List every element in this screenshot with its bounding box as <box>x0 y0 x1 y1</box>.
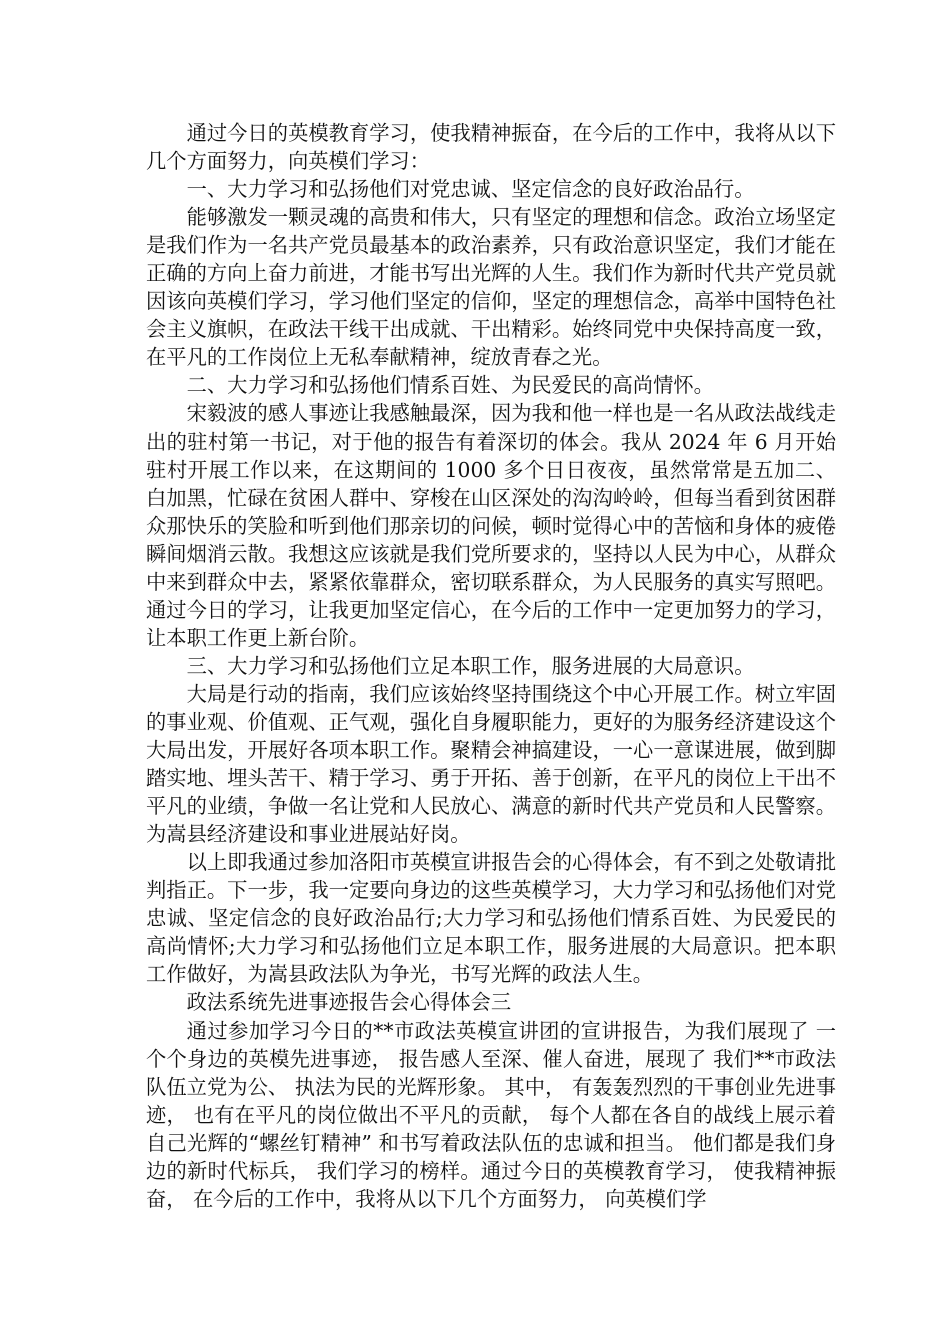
paragraph-article-3-intro: 通过参加学习今日的**市政法英模宣讲团的宣讲报告，为我们展现了 一个个身边的英模先进事迹， 报告感人至深、催人奋进，展现了 我们**市政法队伍立党为公、 执法为民的光辉形象。 其中， 有轰轰烈烈的干事创业先进事迹， 也有在平凡的岗位做出不平凡的贡献， 每个人都在各自的战线上展示着自己光辉的“螺丝钉精神” 和书写着政法队伍的忠诚和担当。 他们都是我们身边的新时代标兵， 我们学习的榜样。通过今日的英模教育学习， 使我精神振奋， 在今后的工作中，我将从以下几个方面努力， 向英模们学 <box>146 1018 836 1211</box>
paragraph-section-1: 能够激发一颗灵魂的高贵和伟大，只有坚定的理想和信念。政治立场坚定是我们作为一名共产党员最基本的政治素养，只有政治意识坚定，我们才能在正确的方向上奋力前进，才能书写出光辉的人生。我们作为新时代共产党员就因该向英模们学习，学习他们坚定的信仰，坚定的理想信念，高举中国特色社会主义旗帜，在政法干线干出成就、干出精彩。始终同党中央保持高度一致，在平凡的工作岗位上无私奉献精神，绽放青春之光。 <box>146 205 836 370</box>
article-title-3: 政法系统先进事迹报告会心得体会三 <box>186 990 512 1015</box>
paragraph-section-3: 大局是行动的指南，我们应该始终坚持围绕这个中心开展工作。树立牢固的事业观、价值观、正气观，强化自身履职能力，更好的为服务经济建设这个大局出发，开展好各项本职工作。聚精会神搞建设，一心一意谋进展，做到脚踏实地、埋头苦干、精于学习、勇于开拓、善于创新，在平凡的岗位上干出不平凡的业绩，争做一名让党和人民放心、满意的新时代共产党员和人民警察。为嵩县经济建设和事业进展站好岗。 <box>146 681 836 847</box>
section-heading-1: 一、大力学习和弘扬他们对党忠诚、坚定信念的良好政治品行。 <box>186 177 755 202</box>
paragraph-section-2: 宋毅波的感人事迹让我感触最深，因为我和他一样也是一名从政法战线走出的驻村第一书记，对于他的报告有着深切的体会。我从 2024 年 6 月开始驻村开展工作以来，在这期间的 1000 多个日日夜夜，虽然常常是五加二、白加黑，忙碌在贫困人群中、穿梭在山区深处的沟沟岭岭，但每当看到贫困群众那快乐的笑脸和听到他们那亲切的问候，顿时觉得心中的苦恼和身体的疲倦瞬间烟消云散。我想这应该就是我们党所要求的，坚持以人民为中心，从群众中来到群众中去，紧紧依靠群众，密切联系群众，为人民服务的真实写照吧。通过今日的学习，让我更加坚定信心，在今后的工作中一定更加努力的学习，让本职工作更上新台阶。 <box>146 401 836 650</box>
section-heading-3: 三、大力学习和弘扬他们立足本职工作，服务进展的大局意识。 <box>186 653 755 678</box>
document-body <box>146 119 836 1213</box>
paragraph-conclusion: 以上即我通过参加洛阳市英模宣讲报告会的心得体会，有不到之处敬请批判指正。下一步，我一定要向身边的这些英模学习，大力学习和弘扬他们对党忠诚、坚定信念的良好政治品行;大力学习和弘扬他们情系百姓、为民爱民的高尚情怀;大力学习和弘扬他们立足本职工作，服务进展的大局意识。把本职工作做好，为嵩县政法队为争光，书写光辉的政法人生。 <box>146 850 836 987</box>
paragraph-intro: 通过今日的英模教育学习，使我精神振奋，在今后的工作中，我将从以下几个方面努力，向英模们学习： <box>146 121 836 174</box>
section-heading-2: 二、大力学习和弘扬他们情系百姓、为民爱民的高尚情怀。 <box>186 373 714 398</box>
